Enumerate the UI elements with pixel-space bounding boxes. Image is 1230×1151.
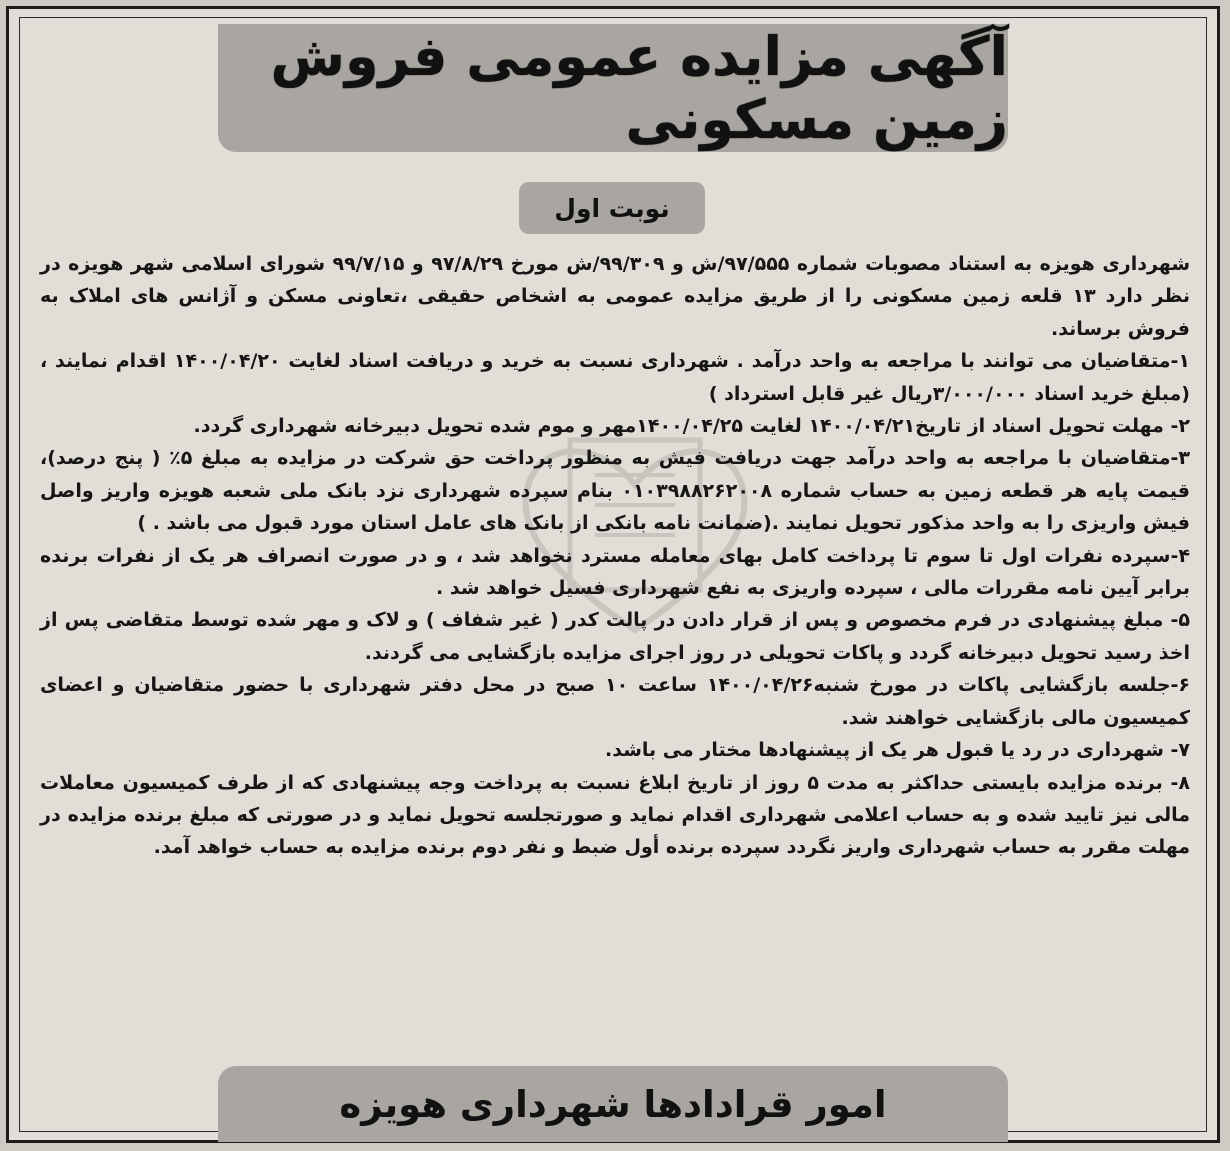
clause-2: ۲- مهلت تحویل اسناد از تاریخ۱۴۰۰/۰۴/۲۱ لغایت ۱۴۰۰/۰۴/۲۵مهر و موم شده تحویل دبیرخانه شهرداری گردد. <box>193 415 1190 438</box>
notice-body <box>40 248 1190 864</box>
clause-6: ۶-جلسه بازگشایی پاکات در مورخ شنبه۱۴۰۰/۰۴/۲۶ ساعت ۱۰ صبح در محل دفتر شهرداری با حضور متقاضیان و اعضای کمیسیون مالی بازگشایی خواهند شد. <box>40 674 1191 729</box>
round-badge-label: نوبت اول <box>554 193 670 223</box>
title-banner <box>218 24 1008 152</box>
clause-1: ۱-متقاضیان می توانند با مراجعه به واحد درآمد . شهرداری نسبت به خرید و دریافت اسناد لغایت ۱۴۰۰/۰۴/۲۰ اقدام نمایند ، (مبلغ خرید اسناد ۳/۰۰۰/۰۰۰ریال غیر قابل استرداد ) <box>40 350 1190 405</box>
clause-3: ۳-متقاضیان با مراجعه به واحد درآمد جهت دریافت فیش به منظور پرداخت حق شرکت در مزایده به مبلغ ۵٪ ( پنج درصد)، قیمت پایه هر قطعه زمین به حساب شماره ۰۱۰۳۹۸۸۲۶۲۰۰۸ بنام سپرده شهرداری نزد بانک ملی شعبه هویزه واریز واصل فیش واریزی را به واحد مذکور تحویل نمایند .(ضمانت نامه بانکی از بانک های عامل استان مورد قبول می باشد . ) <box>40 447 1190 535</box>
footer-banner <box>218 1066 1008 1142</box>
round-badge <box>519 182 705 234</box>
notice-title: آگهی مزایده عمومی فروش زمین مسکونی <box>270 25 1008 151</box>
intro-paragraph: شهرداری هویزه به استناد مصوبات شماره ۹۷/۵۵۵/ش و ۹۹/۳۰۹/ش مورخ ۹۷/۸/۲۹ و ۹۹/۷/۱۵ شورای اسلامی شهر هویزه در نظر دارد ۱۳ قلعه زمین مسکونی را از طریق مزایده عمومی به اشخاص حقیقی ،تعاونی مسکن و آژانس های املاک به فروش برساند. <box>40 253 1191 340</box>
clause-7: ۷- شهرداری در رد یا قبول هر یک از پیشنهادها مختار می باشد. <box>605 739 1190 762</box>
clause-4: ۴-سپرده نفرات اول تا سوم تا پرداخت کامل بهای معامله مسترد نخواهد شد ، و در صورت انصراف هر یک از نفرات برنده برابر آیین نامه مقررات مالی ، سپرده واریزی به نفع شهرداری فسیل خواهد شد . <box>40 544 1190 600</box>
clause-8: ۸- برنده مزایده بایستی حداکثر به مدت ۵ روز از تاریخ ابلاغ نسبت به پرداخت وجه پیشنهادی که از طرف کمیسیون معاملات مالی نیز تایید شده و به حساب اعلامی شهرداری اقدام نماید و صورتجلسه تحویل نماید و در صورتی که مبلغ برنده مزایده در مهلت مقرر به حساب شهرداری واریز نگردد سپرده برنده أول ضبط و نفر دوم برنده مزایده به حساب خواهد آمد. <box>40 771 1190 859</box>
issuer-signature: امور قرادادها شهرداری هویزه <box>339 1082 887 1126</box>
clause-5: ۵- مبلغ پیشنهادی در فرم مخصوص و پس از قرار دادن در پالت کدر ( غیر شفاف ) و لاک و مهر شده توسط متقاضی پس از اخذ رسید تحویل دبیرخانه گردد و پاکات تحویلی در روز اجرای مزایده بازگشایی می گردند. <box>40 609 1190 664</box>
